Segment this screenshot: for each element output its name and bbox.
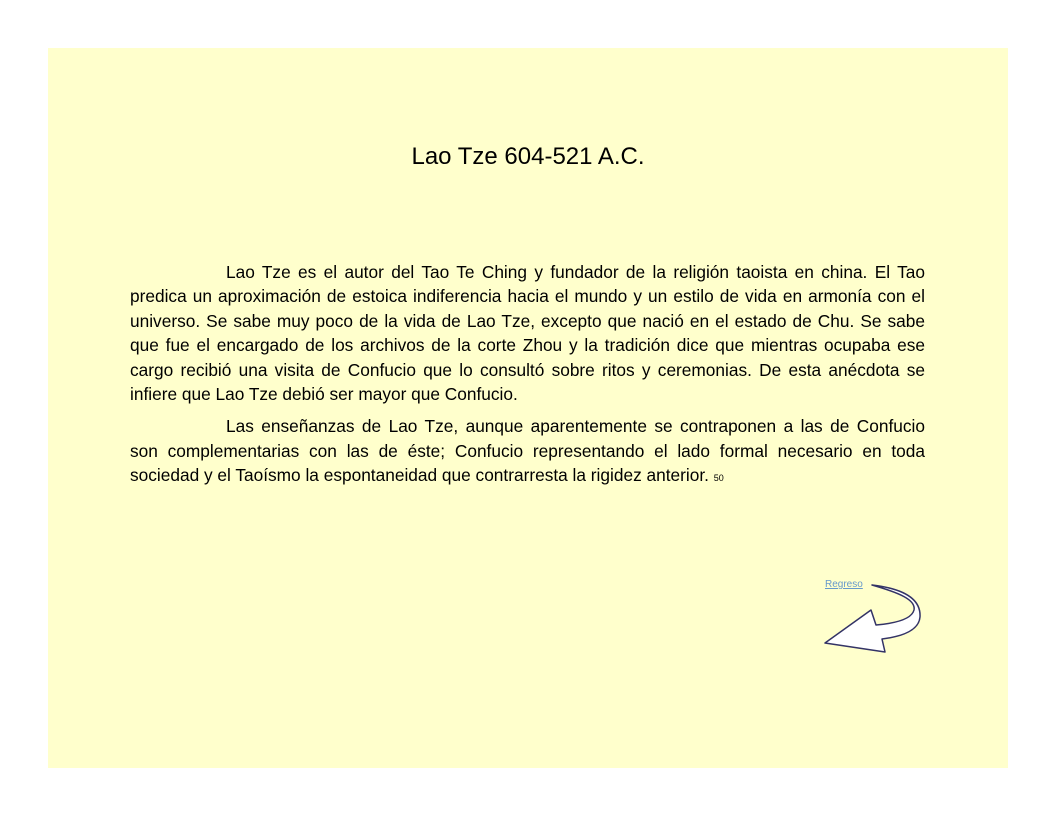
paragraph-1: Lao Tze es el autor del Tao Te Ching y fundador de la religión taoista en china. El Tao predica un aproximación de estoica indiferencia hacia el mundo y un estilo de vida en armonía con el universo. Se sabe muy poco de la vida de Lao Tze, excepto que nació en el estado de Chu. Se sabe que fue el encargado de los archivos de la corte Zhou y la tradición dice que mientras ocupaba ese cargo recibió una visita de Confucio que lo consultó sobre ritos y ceremonias. De esta anécdota se infiere que Lao Tze debió ser mayor que Confucio. (130, 262, 925, 405)
return-link[interactable]: Regreso (825, 579, 863, 590)
paragraph-2 (130, 414, 925, 490)
body-text (130, 260, 925, 499)
footnote-reference: 50 (713, 473, 724, 484)
slide-title: Lao Tze 604-521 A.C. (411, 143, 645, 170)
slide (48, 48, 1008, 768)
paragraph-2-text: Las enseñanzas de Lao Tze, aunque aparentemente se contraponen a las de Confucio son complementarias con las de éste; Confucio representando el lado formal necesario en toda sociedad y el Taoísmo la espontaneidad que contrarresta la rigidez anterior. (130, 416, 925, 486)
curved-return-arrow-icon[interactable] (824, 578, 924, 668)
